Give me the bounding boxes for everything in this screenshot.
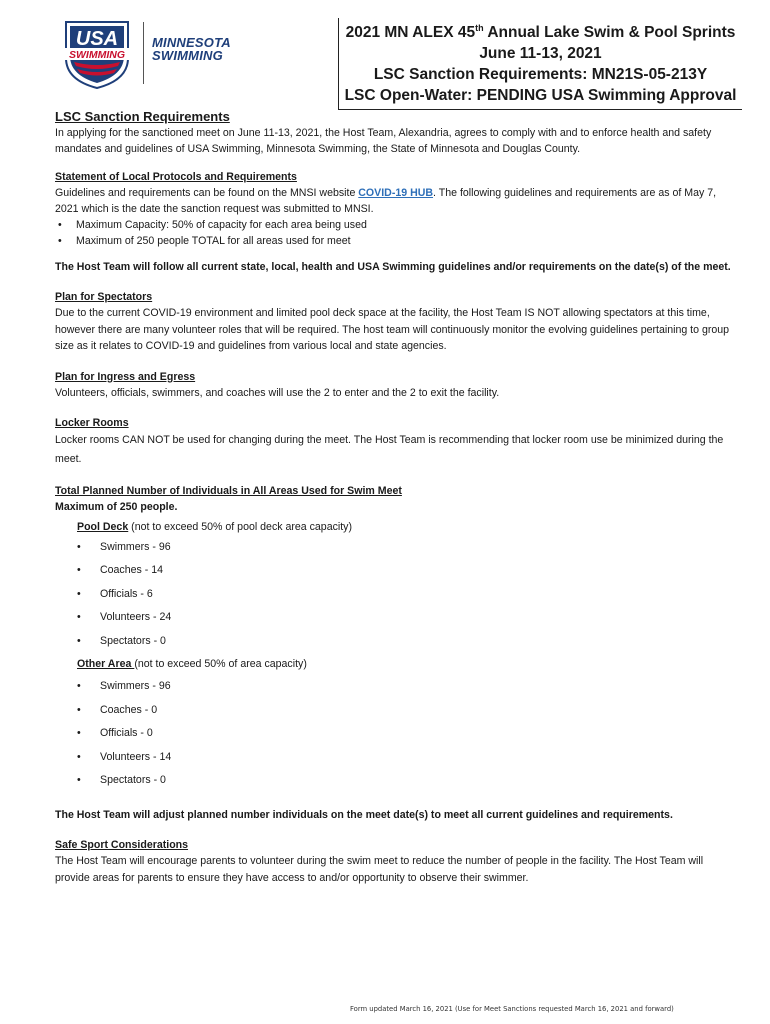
safe-sport-text: The Host Team will encourage parents to volunteer during the swim meet to reduce the number of people in the facility. The Host Team will provide areas for parents to ensure they have access to and/or opportunity to observe their swimmer. bbox=[55, 854, 704, 884]
intro-paragraph: In applying for the sanctioned meet on June 11-13, 2021, the Host Team, Alexandria, agrees to comply with and to enforce health and safety mandates and guidelines of USA Swimming, Minnesota Swimming, the State of Minnesota and Douglas County. bbox=[55, 127, 712, 155]
locker-text: Locker rooms CAN NOT be used for changing during the meet. The Host Team is recommending that locker room use be minimized during the meet. bbox=[55, 433, 724, 465]
list-item: • Volunteers - 24 bbox=[77, 611, 172, 623]
other-area-label: Other Area (not to exceed 50% of area capacity) bbox=[77, 658, 307, 670]
local-protocols-text: Guidelines and requirements can be found on the MNSI website COVID-19 HUB. The following guidelines and requirements are as of May 7, 2021 which is the date the sanction request was submitted to MNSI. bbox=[55, 187, 717, 215]
org-name-line1: MINNESOTA bbox=[152, 35, 231, 50]
title-line-4: LSC Open-Water: PENDING USA Swimming Approval bbox=[344, 87, 737, 104]
document-body bbox=[55, 109, 735, 888]
pool-deck-block bbox=[55, 519, 735, 793]
host-statement: The Host Team will follow all current state, local, health and USA Swimming guidelines and/or requirements on the date(s) of the meet. bbox=[55, 261, 731, 273]
logo-divider bbox=[143, 22, 144, 84]
org-name-line2: SWIMMING bbox=[152, 48, 223, 63]
total-max: Maximum of 250 people. bbox=[55, 500, 178, 513]
list-item: • Spectators - 0 bbox=[77, 774, 166, 786]
form-footer: Form updated March 16, 2021 (Use for Meet Sanctions requested March 16, 2021 and forward) bbox=[350, 1005, 674, 1013]
capacity-bullet: • Maximum Capacity: 50% of capacity for each area being used bbox=[55, 217, 735, 233]
logo-swimming-text: SWIMMING bbox=[69, 49, 125, 61]
title-line-3: LSC Sanction Requirements: MN21S-05-213Y bbox=[373, 66, 708, 83]
list-item: • Officials - 0 bbox=[77, 727, 153, 739]
usa-swimming-logo bbox=[62, 18, 232, 98]
pool-deck-label: Pool Deck (not to exceed 50% of pool deck area capacity) bbox=[77, 520, 353, 533]
title-block bbox=[338, 18, 742, 110]
spectators-text: Due to the current COVID-19 environment and limited pool deck space at the facility, the Host Team IS NOT allowing spectators at this time, however there are many volunteer roles that will be required. The host team will continuously monitor the evolving guidelines pertaining to group size as it relates to COVID-19 and guidelines from various local and state agencies. bbox=[55, 307, 730, 352]
list-item: • Coaches - 0 bbox=[77, 703, 158, 716]
covid-hub-link[interactable]: COVID-19 HUB bbox=[358, 187, 434, 199]
list-item: • Officials - 6 bbox=[77, 587, 153, 600]
ingress-heading: Plan for Ingress and Egress bbox=[55, 370, 196, 383]
locker-heading: Locker Rooms bbox=[55, 416, 129, 429]
total-heading: Total Planned Number of Individuals in All Areas Used for Swim Meet bbox=[55, 484, 402, 497]
list-item: • Coaches - 14 bbox=[77, 564, 164, 576]
title-line-1: 2021 MN ALEX 45th Annual Lake Swim & Pool Sprints bbox=[345, 22, 736, 41]
spectators-heading: Plan for Spectators bbox=[55, 291, 153, 303]
local-protocols-heading: Statement of Local Protocols and Requirements bbox=[55, 171, 297, 183]
list-item: • Swimmers - 96 bbox=[77, 680, 171, 692]
max-people-bullet: • Maximum of 250 people TOTAL for all areas used for meet bbox=[55, 233, 735, 249]
logo-usa-text: USA bbox=[75, 28, 119, 50]
adjust-statement: The Host Team will adjust planned number individuals on the meet date(s) to meet all current guidelines and requirements. bbox=[55, 808, 673, 821]
ingress-text: Volunteers, officials, swimmers, and coaches will use the 2 to enter and the 2 to exit the facility. bbox=[55, 386, 500, 399]
safe-sport-heading: Safe Sport Considerations bbox=[55, 838, 189, 851]
usa-swimming-logo-icon bbox=[62, 18, 142, 90]
list-item: • Volunteers - 14 bbox=[77, 750, 172, 763]
list-item: • Swimmers - 96 bbox=[77, 540, 171, 553]
minnesota-swimming-wordmark bbox=[152, 36, 231, 62]
list-item: • Spectators - 0 bbox=[77, 634, 166, 647]
title-line-2: June 11-13, 2021 bbox=[479, 45, 602, 62]
main-heading: LSC Sanction Requirements bbox=[55, 109, 230, 124]
